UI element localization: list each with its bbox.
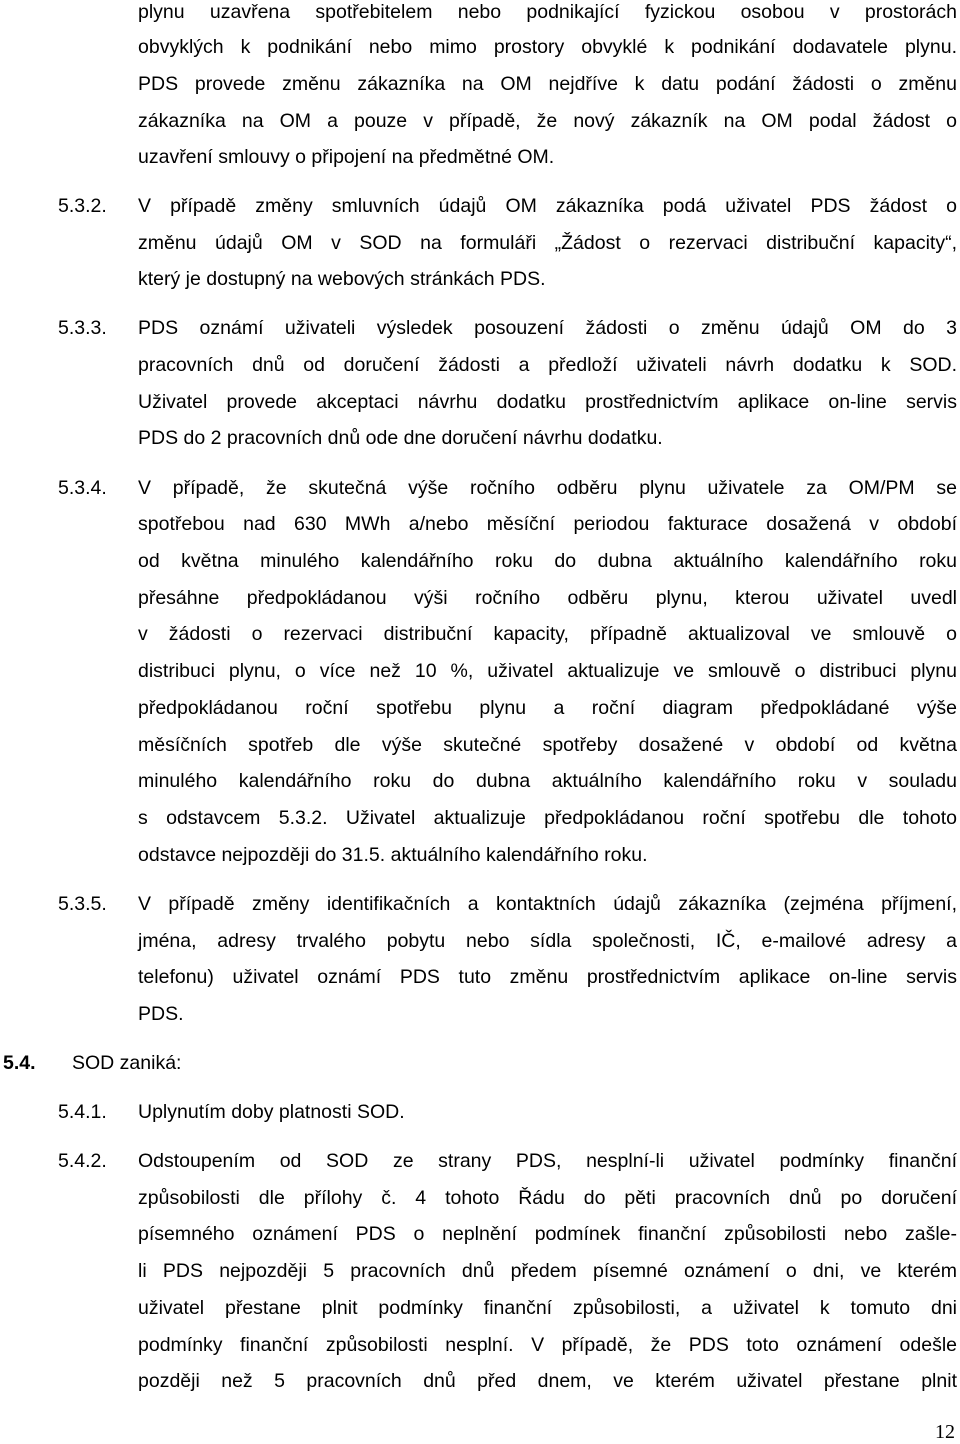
text-line: Uplynutím doby platnosti SOD. <box>138 1101 405 1123</box>
section-number: 5.3.3. <box>58 317 107 339</box>
text-line: zákazníka na OM a pouze v případě, že nový zákazník na OM podal žádost o <box>138 110 957 132</box>
text-line: Uživatel provede akceptaci návrhu dodatku prostřednictvím aplikace on-line servis <box>138 391 957 413</box>
text-line: PDS do 2 pracovních dnů ode dne doručení návrhu dodatku. <box>138 427 663 449</box>
text-line: jména, adresy trvalého pobytu nebo sídla společnosti, IČ, e-mailové adresy a <box>138 930 957 952</box>
text-line: minulého kalendářního roku do dubna aktuálního kalendářního roku v souladu <box>138 770 957 792</box>
section-heading: SOD zaniká: <box>72 1052 182 1074</box>
section-number: 5.4. <box>3 1052 36 1074</box>
text-line: plynu uzavřena spotřebitelem nebo podnikající fyzickou osobou v prostorách <box>138 1 957 23</box>
section-number: 5.3.5. <box>58 893 107 915</box>
text-line: V případě změny smluvních údajů OM zákazníka podá uživatel PDS žádost o <box>138 195 957 217</box>
text-line: později než 5 pracovních dnů před dnem, ve kterém uživatel přestane plnit <box>138 1370 957 1392</box>
text-line: V případě změny identifikačních a kontaktních údajů zákazníka (zejména příjmení, <box>138 893 957 915</box>
text-line: telefonu) uživatel oznámí PDS tuto změnu prostřednictvím aplikace on-line servis <box>138 966 957 988</box>
section-number: 5.4.2. <box>58 1150 107 1172</box>
section-number: 5.3.4. <box>58 477 107 499</box>
text-line: s odstavcem 5.3.2. Uživatel aktualizuje předpokládanou roční spotřebu dle tohoto <box>138 807 957 829</box>
page-number: 12 <box>935 1421 955 1443</box>
text-line: uzavření smlouvy o připojení na předmětné OM. <box>138 146 555 168</box>
text-line: distribuci plynu, o více než 10 %, uživatel aktualizuje ve smlouvě o distribuci plynu <box>138 660 957 682</box>
text-line: obvyklých k podnikání nebo mimo prostory obvyklé k podnikání dodavatele plynu. <box>138 36 957 58</box>
text-line: způsobilosti dle přílohy č. 4 tohoto Řádu do pěti pracovních dnů po doručení <box>138 1187 957 1209</box>
text-line: odstavce nejpozději do 31.5. aktuálního kalendářního roku. <box>138 844 648 866</box>
text-line: PDS. <box>138 1003 184 1025</box>
text-line: změnu údajů OM v SOD na formuláři „Žádost o rezervaci distribuční kapacity“, <box>138 232 957 254</box>
section-number: 5.3.2. <box>58 195 107 217</box>
text-line: PDS oznámí uživateli výsledek posouzení žádosti o změnu údajů OM do 3 <box>138 317 957 339</box>
text-line: v žádosti o rezervaci distribuční kapacity, případně aktualizoval ve smlouvě o <box>138 623 957 645</box>
text-line: přesáhne předpokládanou výši ročního odběru plynu, kterou uživatel uvedl <box>138 587 957 609</box>
text-line: pracovních dnů od doručení žádosti a předloží uživateli návrh dodatku k SOD. <box>138 354 957 376</box>
text-line: V případě, že skutečná výše ročního odběru plynu uživatele za OM/PM se <box>138 477 957 499</box>
text-line: předpokládanou roční spotřebu plynu a roční diagram předpokládané výše <box>138 697 957 719</box>
text-line: měsíčních spotřeb dle výše skutečné spotřeby dosažené v období od května <box>138 734 957 756</box>
text-line: podmínky finanční způsobilosti nesplní. V případě, že PDS toto oznámení odešle <box>138 1334 957 1356</box>
text-line: PDS provede změnu zákazníka na OM nejdříve k datu podání žádosti o změnu <box>138 73 957 95</box>
text-line: spotřebou nad 630 MWh a/nebo měsíční periodou fakturace dosažená v období <box>138 513 957 535</box>
text-line: od května minulého kalendářního roku do dubna aktuálního kalendářního roku <box>138 550 957 572</box>
text-line: písemného oznámení PDS o neplnění podmínek finanční způsobilosti nebo zašle- <box>138 1223 957 1245</box>
text-line: Odstoupením od SOD ze strany PDS, nesplní-li uživatel podmínky finanční <box>138 1150 957 1172</box>
text-line: li PDS nejpozději 5 pracovních dnů předem písemné oznámení o dni, ve kterém <box>138 1260 957 1282</box>
section-number: 5.4.1. <box>58 1101 107 1123</box>
text-line: uživatel přestane plnit podmínky finanční způsobilosti, a uživatel k tomuto dni <box>138 1297 957 1319</box>
text-line: který je dostupný na webových stránkách PDS. <box>138 268 546 290</box>
